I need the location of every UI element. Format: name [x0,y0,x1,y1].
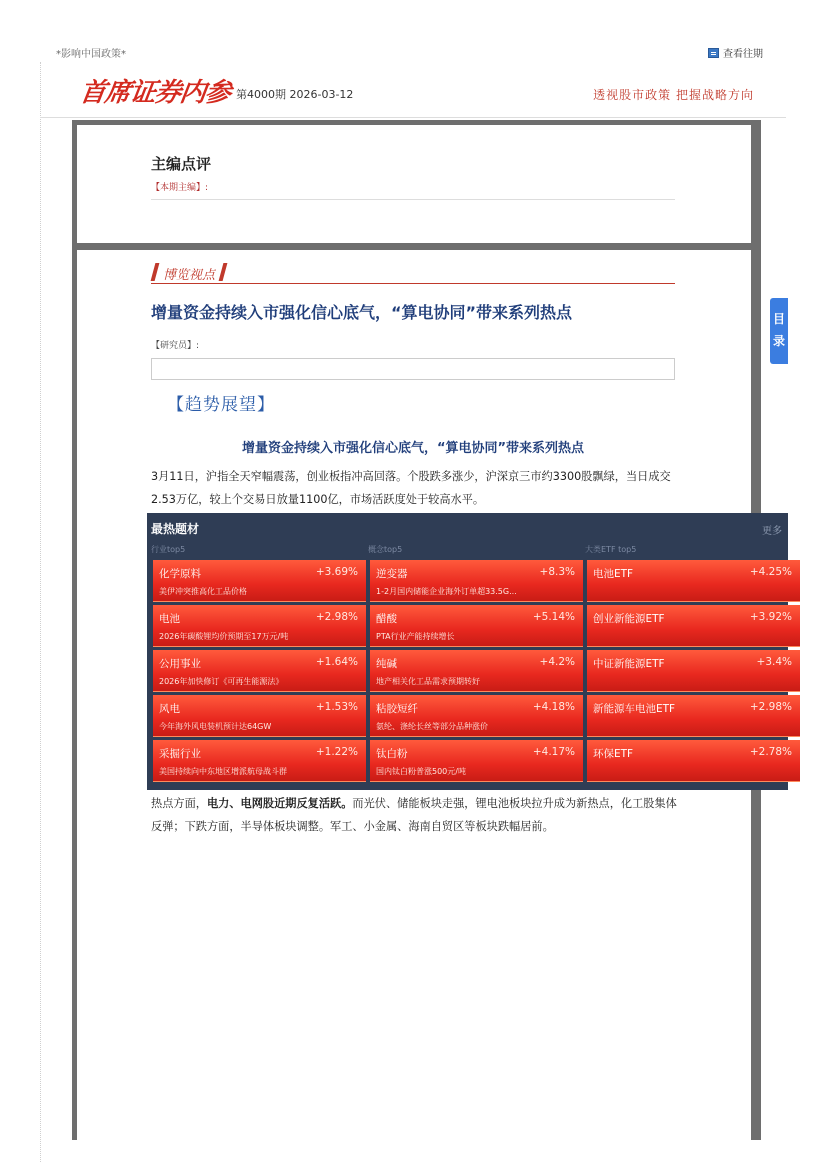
hot-topic-name: 新能源车电池ETF [593,703,676,715]
table-of-contents-tab[interactable] [770,298,788,364]
hot-topic-name: 化学原料 [159,568,201,580]
section-divider [151,283,675,284]
editor-name-label: 【本期主编】: [151,183,209,193]
top-tagline: *影响中国政策* [56,49,126,60]
hot-topic-card[interactable] [153,695,366,737]
hot-topic-card[interactable] [153,650,366,692]
trend-outlook-tag: 【趋势展望】 [167,395,275,415]
hot-topics-more-link[interactable]: 更多 [762,526,782,537]
market-summary-paragraph: 3月11日，沪指全天窄幅震荡，创业板指冲高回落。个股跌多涨少，沪深京三市约3300股飘绿，当日成交2.53万亿，较上个交易日放量1100亿，市场活跃度处于较高水平。 [151,470,671,506]
analyst-label: 【研究员】: [151,341,200,351]
hot-topic-card[interactable] [587,560,800,602]
hot-topic-change: +3.92% [749,611,792,623]
hot-topic-change: +4.18% [532,701,575,713]
hot-topic-name: 逆变器 [376,568,408,580]
hot-topic-name: 创业新能源ETF [593,613,665,625]
editor-divider [151,199,675,200]
hot-topic-change: +4.17% [532,746,575,758]
hot-topic-card[interactable] [370,605,583,647]
hot-topic-change: +4.25% [749,566,792,578]
hot-topic-change: +3.4% [756,656,792,668]
hot-topic-name: 粘胶短纤 [376,703,418,715]
slogan: 透视股市政策 把握战略方向 [593,88,754,102]
industry-column-header: 行业top5 [151,545,186,554]
hot-topic-reason: 2026年碳酸锂均价预期至17万元/吨 [159,632,289,641]
view-archive-label: 查看往期 [723,49,763,60]
hot-topic-change: +2.78% [749,746,792,758]
editor-review-box [77,125,751,243]
hot-topic-reason: 2026年加快修订《可再生能源法》 [159,677,284,686]
hot-topic-card[interactable] [370,560,583,602]
hot-topic-card[interactable] [153,605,366,647]
hot-topic-reason: 美国持续向中东地区增派航母战斗群 [159,767,287,776]
article-headline: 增量资金持续入市强化信心底气，“算电协同”带来系列热点 [151,303,573,322]
hot-topic-change: +8.3% [539,566,575,578]
hot-topic-change: +4.2% [539,656,575,668]
hot-topic-change: +3.69% [315,566,358,578]
hot-topic-card[interactable] [153,740,366,782]
hot-topic-card[interactable] [370,695,583,737]
hot-topic-name: 纯碱 [376,658,397,670]
hot-topic-name: 电池ETF [593,568,634,580]
hotspot-paragraph-lead: 热点方面， [151,797,207,810]
toc-label-1: 目 [772,312,785,326]
hot-topic-change: +1.53% [315,701,358,713]
hot-topic-card[interactable] [370,650,583,692]
masthead [77,72,354,108]
hot-topic-change: +5.14% [532,611,575,623]
hot-topic-card[interactable] [587,650,800,692]
hot-topic-name: 中证新能源ETF [593,658,665,670]
etf-column-header: 大类ETF top5 [585,545,637,554]
hot-topic-name: 环保ETF [593,748,634,760]
hot-topic-change: +2.98% [315,611,358,623]
hotspot-paragraph [151,792,681,838]
hot-topic-reason: 国内钛白粉普涨500元/吨 [376,767,466,776]
header-divider [40,117,786,118]
hot-topic-name: 采掘行业 [159,748,201,760]
issue-info: 第4000期 2026-03-12 [236,88,354,101]
section-label: 博览视点 [151,264,215,283]
hot-topics-title: 最热题材 [151,522,200,536]
hotspot-paragraph-emphasis: 电力、电网股近期反复活跃。 [206,797,353,810]
hot-topic-card[interactable] [587,605,800,647]
calendar-icon [708,48,719,58]
toc-label-2: 录 [772,334,785,348]
analyst-box [151,358,675,380]
hot-topic-change: +2.98% [749,701,792,713]
hot-topic-change: +1.22% [315,746,358,758]
logo: 首席证券内参 [77,78,233,108]
hot-topic-name: 电池 [159,613,180,625]
hot-topic-name: 钛白粉 [376,748,408,760]
hot-topic-name: 醋酸 [376,613,397,625]
hot-topic-card[interactable] [587,695,800,737]
concept-column-header: 概念top5 [368,545,403,554]
hot-topic-name: 风电 [159,703,180,715]
hot-topic-name: 公用事业 [159,658,201,670]
hot-topic-change: +1.64% [315,656,358,668]
hot-topic-card[interactable] [153,560,366,602]
left-dotted-guide [40,62,41,1162]
view-archive-link[interactable] [708,45,763,60]
hot-topic-reason: 地产相关化工品需求预期转好 [376,677,480,686]
hot-topic-reason: 氨纶、涤纶长丝等部分品种涨价 [376,722,488,731]
hot-topic-reason: 美伊冲突推高化工品价格 [159,587,247,596]
hot-topic-reason: 今年海外风电装机预计达64GW [159,722,272,731]
hot-topic-reason: 1-2月国内储能企业海外订单超33.5G... [376,587,517,596]
editor-review-title: 主编点评 [151,155,212,173]
hotspot-paragraph-rest: 而光伏、储能板块走强，锂电池板块拉升成为新热点，化工股集体反弹；下跌方面，半导体板块调整。军工、小金属、海南自贸区等板块跌幅居前。 [151,797,677,833]
hot-topic-reason: PTA行业产能持续增长 [376,632,455,641]
hot-topics-panel [147,513,792,790]
article-subheadline: 增量资金持续入市强化信心底气，“算电协同”带来系列热点 [241,441,585,456]
hot-topic-card[interactable] [587,740,800,782]
hot-topic-card[interactable] [370,740,583,782]
